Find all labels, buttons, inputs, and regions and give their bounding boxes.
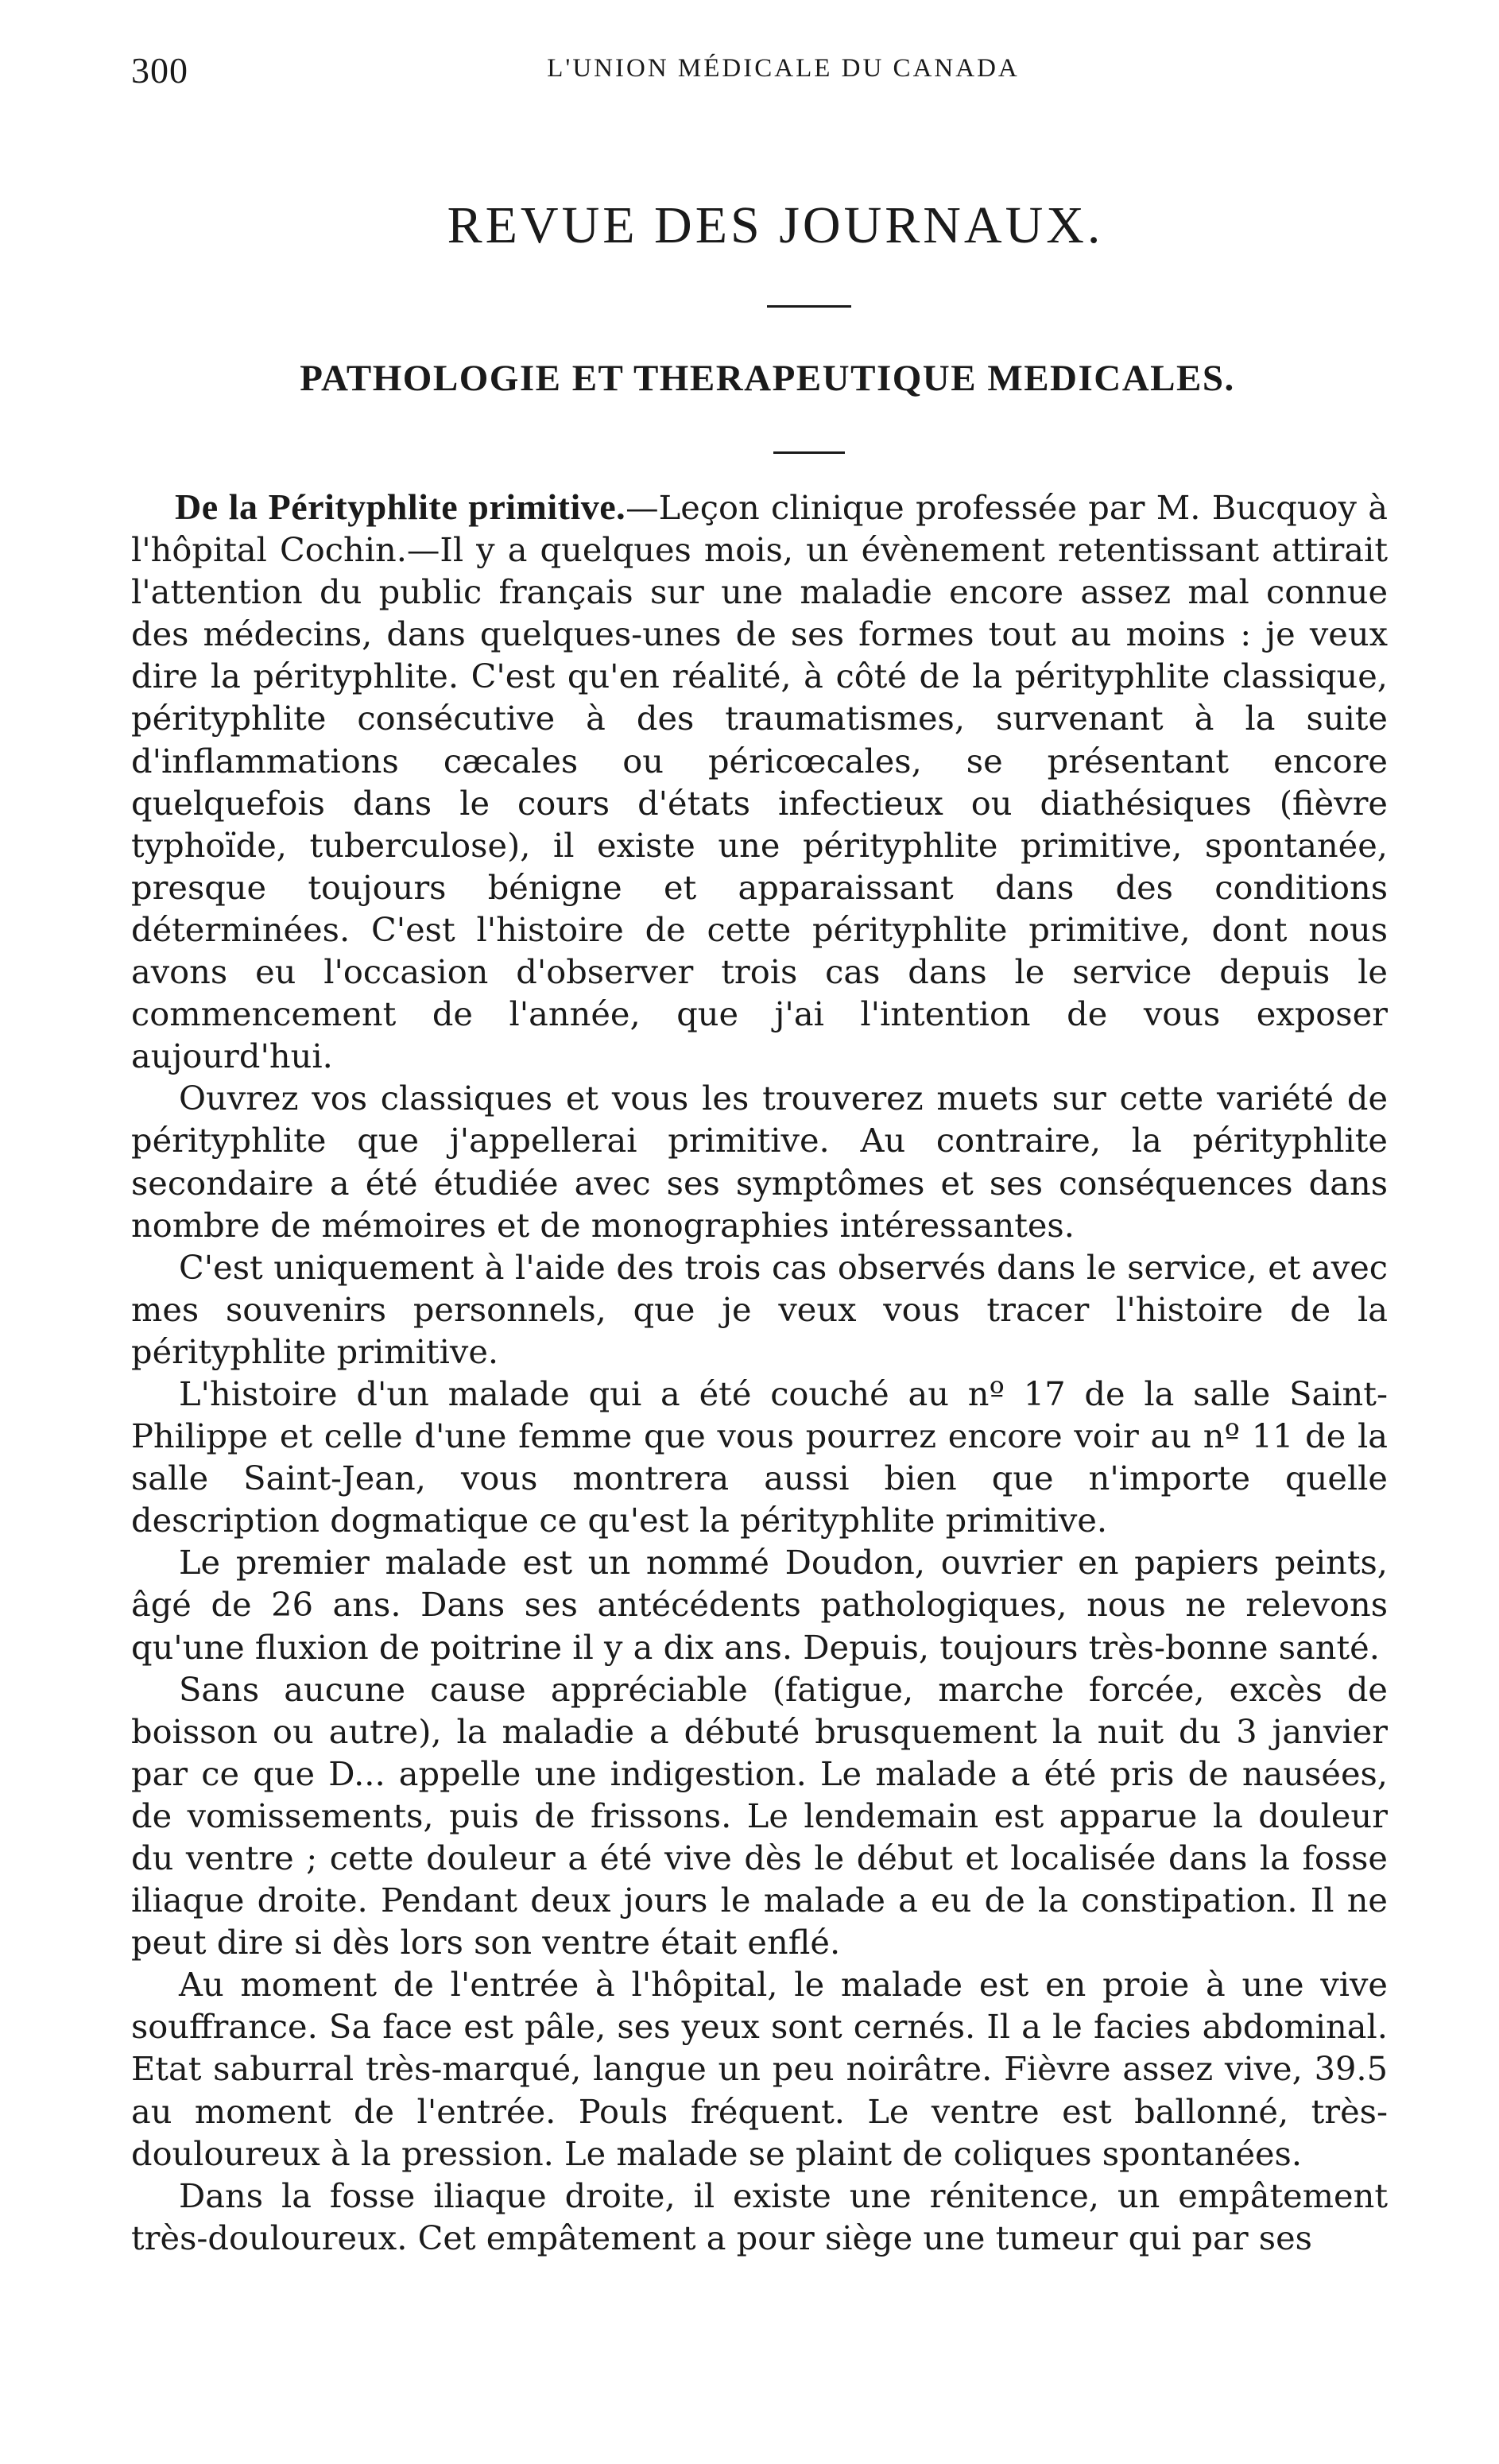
section-title: REVUE DES JOURNAUX. <box>447 196 1104 254</box>
article-paragraph: L'histoire d'un malade qui a été couché au nº 17 de la salle Saint-Philippe et celle d'une femme que vous pourrez encore voir au nº 11 de la salle Saint-Jean, vous montrera aussi bien que n'importe quelle description dogmatique ce qu'est la pérityphlite primitive. <box>131 1373 1388 1540</box>
article-paragraph: Ouvrez vos classiques et vous les trouverez muets sur cette variété de pérityphlite que j'appellerai primitive. Au contraire, la pérityphlite secondaire a été étudiée avec ses symptômes et ses conséquences dans nombre de mémoires et de monographies intéressantes. <box>131 1079 1388 1245</box>
page-number: 300 <box>131 50 188 91</box>
subsection-divider <box>773 451 845 454</box>
article-paragraph: Sans aucune cause appréciable (fatigue, marche forcée, excès de boisson ou autre), la maladie a débuté brusquement la nuit du 3 janvier par ce que D... appelle une indigestion. Le malade a été pris de nausées, de vomissements, puis de frissons. Le lendemain est apparue la douleur du ventre ; cette douleur a été vive dès le début et localisée dans la fosse iliaque droite. Pendant deux jours le malade a eu de la constipation. Il ne peut dire si dès lors son ventre était enflé. <box>131 1669 1388 1962</box>
article-paragraph: Le premier malade est un nommé Doudon, ouvrier en papiers peints, âgé de 26 ans. Dans ses antécédents pathologiques, nous ne relevons qu'une fluxion de poitrine il y a dix ans. Depuis, toujours très-bonne santé. <box>131 1543 1388 1667</box>
article-paragraph: Au moment de l'entrée à l'hôpital, le malade est en proie à une vive souffrance. Sa face est pâle, ses yeux sont cernés. Il a le facies abdominal. Etat saburral très-marqué, langue un peu noirâtre. Fièvre assez vive, 39.5 au moment de l'entrée. Pouls fréquent. Le ventre est ballonné, très-douloureux à la pression. Le malade se plaint de coliques spontanées. <box>131 1965 1388 2173</box>
article-body <box>131 486 1388 2259</box>
article-heading: De la Pérityphlite primitive. <box>175 486 626 527</box>
article-paragraph <box>131 486 1388 1077</box>
article-paragraph: C'est uniquement à l'aide des trois cas observés dans le service, et avec mes souvenirs personnels, que je veux vous tracer l'histoire de la pérityphlite primitive. <box>131 1247 1388 1371</box>
article-paragraph: Dans la fosse iliaque droite, il existe une rénitence, un empâtement très-douloureux. Cet empâtement a pour siège une tumeur qui par ses <box>131 2175 1388 2257</box>
journal-title: L'UNION MÉDICALE DU CANADA <box>547 54 1020 83</box>
section-divider <box>767 305 851 308</box>
paragraph-text: —Leçon clinique professée par M. Bucquoy à l'hôpital Cochin.—Il y a quelques mois, un évènement retentissant attirait l'attention du public français sur une maladie encore assez mal connue des médecins, dans quelques-unes de ses formes tout au moins : je veux dire la pérityphlite. C'est qu'en réalité, à côté de la pérityphlite classique, pérityphlite consécutive à des traumatismes, survenant à la suite d'inflammations cæcales ou péricœcales, se présentant encore quelquefois dans le cours d'états infectieux ou diathésiques (fièvre typhoïde, tuberculose), il existe une pérityphlite primitive, spontanée, presque toujours bénigne et apparaissant dans des conditions déterminées. C'est l'histoire de cette pérityphlite primitive, dont nous avons eu l'occasion d'observer trois cas dans le service depuis le commencement de l'année, que j'ai l'intention de vous exposer aujourd'hui. <box>131 488 1388 1076</box>
subsection-title: PATHOLOGIE ET THERAPEUTIQUE MEDICALES. <box>300 358 1235 399</box>
running-head <box>131 49 1388 94</box>
